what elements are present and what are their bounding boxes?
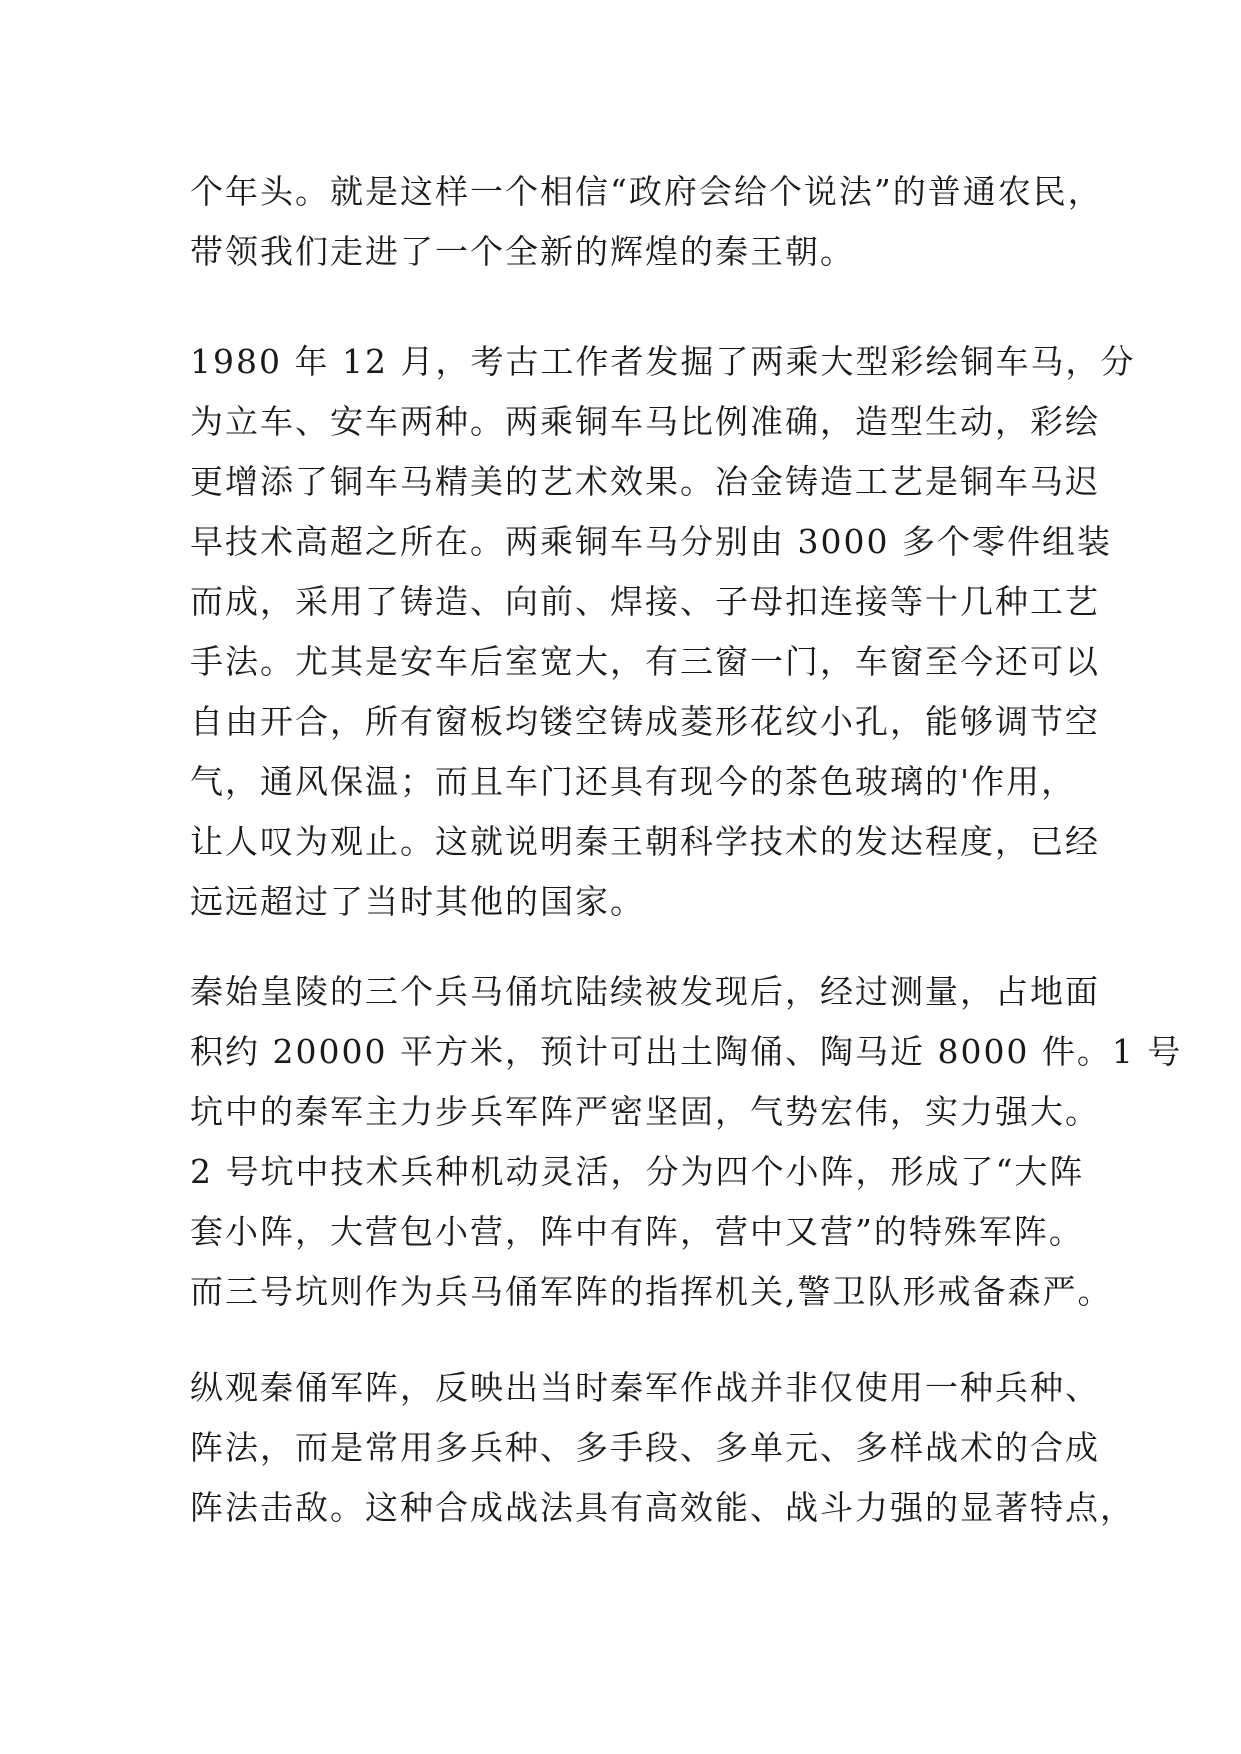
text-line: 早技术高超之所在。两乘铜车马分别由 3000 多个零件组装 xyxy=(190,522,1112,561)
text-line: 套小阵，大营包小营，阵中有阵，营中又营”的特殊军阵。 xyxy=(190,1212,1084,1251)
text-line: 2 号坑中技术兵种机动灵活，分为四个小阵，形成了“大阵 xyxy=(190,1152,1085,1191)
text-line: 1980 年 12 月，考古工作者发掘了两乘大型彩绘铜车马，分 xyxy=(190,342,1136,381)
text-line: 而成，采用了铸造、向前、焊接、子母扣连接等十几种工艺 xyxy=(190,582,1100,621)
text-line: 而三号坑则作为兵马俑军阵的指挥机关,警卫队形戒备森严。 xyxy=(190,1272,1113,1311)
text-line: 更增添了铜车马精美的艺术效果。冶金铸造工艺是铜车马迟 xyxy=(190,462,1100,501)
text-line: 阵法，而是常用多兵种、多手段、多单元、多样战术的合成 xyxy=(190,1428,1100,1467)
text-line: 带领我们走进了一个全新的辉煌的秦王朝。 xyxy=(190,232,855,271)
text-line: 气，通风保温；而且车门还具有现今的茶色玻璃的'作用， xyxy=(190,762,1077,801)
text-line: 自由开合，所有窗板均镂空铸成菱形花纹小孔，能够调节空 xyxy=(190,702,1100,741)
paragraph-3 xyxy=(190,962,1183,1322)
paragraph-1 xyxy=(190,162,1103,282)
text-line: 个年头。就是这样一个相信“政府会给个说法”的普通农民， xyxy=(190,172,1103,211)
text-line: 阵法击敌。这种合成战法具有高效能、战斗力强的显著特点， xyxy=(190,1488,1135,1527)
text-line: 为立车、安车两种。两乘铜车马比例准确，造型生动，彩绘 xyxy=(190,402,1100,441)
text-line: 秦始皇陵的三个兵马俑坑陆续被发现后，经过测量，占地面 xyxy=(190,972,1100,1011)
text-line: 坑中的秦军主力步兵军阵严密坚固，气势宏伟，实力强大。 xyxy=(190,1092,1100,1131)
text-line: 远远超过了当时其他的国家。 xyxy=(190,882,645,921)
text-line: 让人叹为观止。这就说明秦王朝科学技术的发达程度，已经 xyxy=(190,822,1100,861)
paragraph-4 xyxy=(190,1358,1135,1538)
paragraph-2 xyxy=(190,332,1136,932)
text-line: 积约 20000 平方米，预计可出土陶俑、陶马近 8000 件。1 号 xyxy=(190,1032,1183,1071)
text-line: 手法。尤其是安车后室宽大，有三窗一门，车窗至今还可以 xyxy=(190,642,1100,681)
text-line: 纵观秦俑军阵，反映出当时秦军作战并非仅使用一种兵种、 xyxy=(190,1368,1100,1407)
